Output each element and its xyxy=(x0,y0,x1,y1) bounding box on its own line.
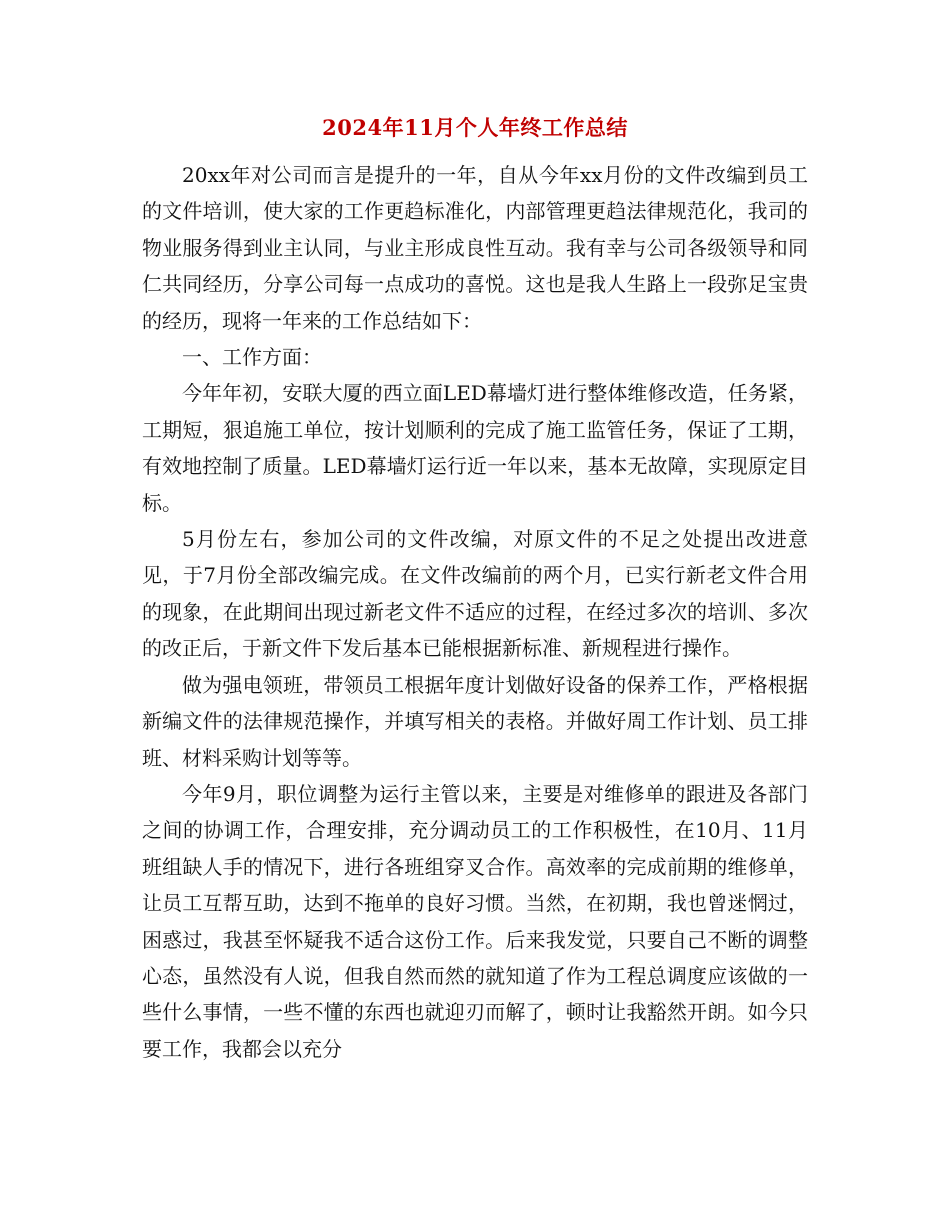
paragraph-section-heading: 一、工作方面： xyxy=(182,345,322,370)
document-body xyxy=(142,157,808,1067)
paragraph-led-project: 今年年初，安联大厦的西立面LED幕墙灯进行整体维修改造，任务紧，工期短，狠追施工单位，按计划顺利的完成了施工监管任务，保证了工期，有效地控制了质量。LED幕墙灯运行近一年以来，基本无故障，实现原定目标。 xyxy=(142,381,808,515)
paragraph-intro: 20xx年对公司而言是提升的一年，自从今年xx月份的文件改编到员工的文件培训，使大家的工作更趋标准化，内部管理更趋法律规范化，我司的物业服务得到业主认同，与业主形成良性互动。我有幸与公司各级领导和同仁共同经历，分享公司每一点成功的喜悦。这也是我人生路上一段弥足宝贵的经历，现将一年来的工作总结如下： xyxy=(142,163,808,333)
paragraph-operations-supervisor: 今年9月，职位调整为运行主管以来，主要是对维修单的跟进及各部门之间的协调工作，合理安排，充分调动员工的工作积极性，在10月、11月班组缺人手的情况下，进行各班组穿叉合作。高效率的完成前期的维修单，让员工互帮互助，达到不拖单的良好习惯。当然，在初期，我也曾迷惘过，困惑过，我甚至怀疑我不适合这份工作。后来我发觉，只要自己不断的调整心态，虽然没有人说，但我自然而然的就知道了作为工程总调度应该做的一些什么事情，一些不懂的东西也就迎刃而解了，顿时让我豁然开朗。如今只要工作，我都会以充分 xyxy=(142,781,808,1061)
document-title: 2024年11月个人年终工作总结 xyxy=(322,115,628,140)
paragraph-team-lead: 做为强电领班，带领员工根据年度计划做好设备的保养工作，严格根据新编文件的法律规范操作，并填写相关的表格。并做好周工作计划、员工排班、材料采购计划等等。 xyxy=(142,672,808,770)
paragraph-document-revision: 5月份左右，参加公司的文件改编，对原文件的不足之处提出改进意见，于7月份全部改编完成。在文件改编前的两个月，已实行新老文件合用的现象，在此期间出现过新老文件不适应的过程，在经过多次的培训、多次的改正后，于新文件下发后基本已能根据新标准、新规程进行操作。 xyxy=(142,527,808,661)
